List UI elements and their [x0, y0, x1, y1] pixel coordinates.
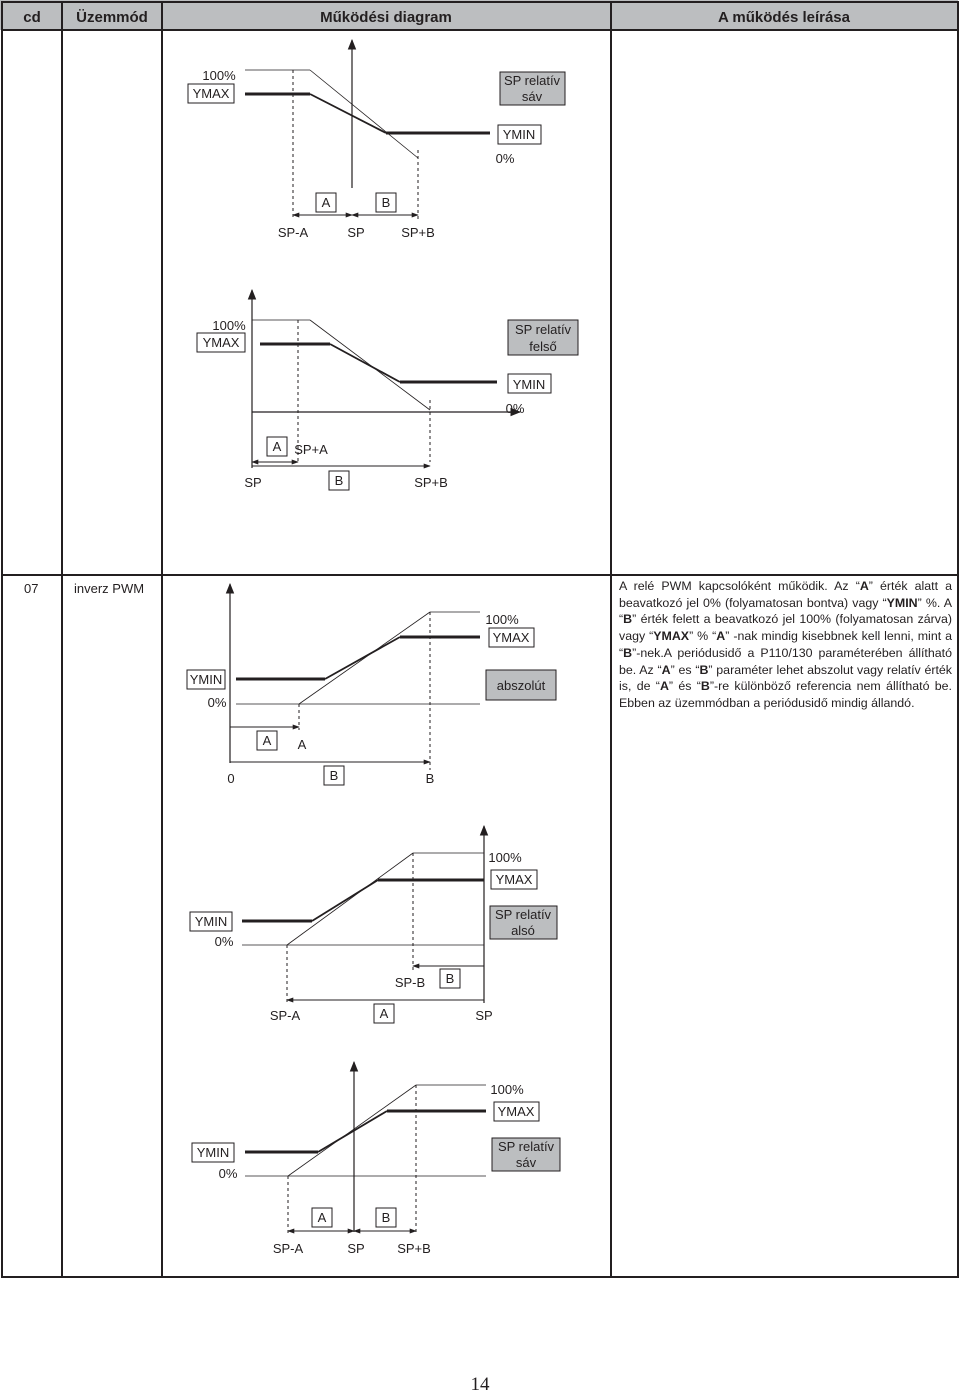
description-bold-term: A	[716, 629, 726, 644]
d3-pct100: 100%	[485, 612, 519, 627]
d5-pct0: 0%	[218, 1166, 238, 1181]
d1-sp-plus-b: SP+B	[401, 225, 435, 240]
d4-tag-line2: alsó	[511, 923, 535, 938]
d5-sp-minus-a: SP-A	[272, 1241, 304, 1256]
d1-sp-minus-a: SP-A	[277, 225, 309, 240]
d2-b: B	[334, 473, 344, 488]
d3-ymax: YMAX	[492, 630, 530, 645]
d4-tag-line1: SP relatív	[494, 907, 552, 922]
d4-sp-minus-b: SP-B	[394, 975, 426, 990]
header-description: A működés leírása	[717, 9, 851, 26]
d3-a: A	[297, 737, 307, 752]
d4-pct100: 100%	[488, 850, 522, 865]
page-number: 14	[470, 1374, 490, 1395]
d2-pct100: 100%	[212, 318, 246, 333]
header-mode: Üzemmód	[76, 9, 148, 26]
d1-pct0: 0%	[495, 151, 515, 166]
description-bold-term: B	[623, 612, 633, 627]
d3-zero: 0	[227, 771, 235, 786]
description-text-run: ” es “	[670, 662, 700, 677]
description-bold-term: A	[859, 579, 869, 593]
header-diagram: Működési diagram	[320, 9, 452, 26]
d2-a: A	[272, 439, 282, 454]
d2-ymax: YMAX	[202, 335, 240, 350]
description-text-run: ” %. A “	[619, 595, 952, 627]
d1-tag-line2: sáv	[521, 89, 543, 104]
d1-ymax: YMAX	[192, 86, 230, 101]
d2-sp-plus-b: SP+B	[414, 475, 448, 490]
d4-sp-minus-a: SP-A	[269, 1008, 301, 1023]
d4-pct0: 0%	[214, 934, 234, 949]
d1-tag-line1: SP relatív	[503, 73, 561, 88]
d2-ymin: YMIN	[512, 377, 546, 392]
row-mode: inverz PWM	[74, 581, 145, 596]
d1-ymin: YMIN	[502, 127, 536, 142]
d2-tag-line2: felső	[529, 339, 557, 354]
d5-ymin: YMIN	[196, 1145, 230, 1160]
d4-a: A	[379, 1006, 389, 1021]
d2-sp-plus-a: SP+A	[294, 442, 328, 457]
description-text-run: ” paraméter lehet abszolut vagy relatív érték is, de “	[619, 662, 953, 694]
description-bold-term: B	[699, 662, 709, 677]
d5-a: A	[317, 1210, 327, 1225]
d5-tag-line2: sáv	[515, 1155, 537, 1170]
d2-tag-line1: SP relatív	[514, 322, 572, 337]
mode-description-text	[619, 578, 952, 712]
description-bold-term: A	[661, 662, 671, 677]
d4-sp: SP	[475, 1008, 493, 1023]
description-bold-term: A	[659, 679, 669, 694]
d1-b: B	[381, 195, 391, 210]
description-text-run: ” -nak mindig kisebbnek kell lenni, mint a “	[619, 629, 953, 660]
description-text-run: ”-nek.A periódusidő a P110/130 paraméterében állítható be. Az “	[619, 645, 952, 677]
d3-b: B	[425, 771, 435, 786]
row-code: 07	[24, 581, 39, 596]
d1-pct100: 100%	[202, 68, 236, 83]
d3-ymin: YMIN	[189, 672, 223, 687]
d2-pct0: 0%	[505, 401, 525, 416]
d1-a: A	[321, 195, 331, 210]
description-bold-term: YMAX	[653, 629, 690, 644]
description-text-run: ” és “	[668, 679, 701, 694]
description-text-run: ”-re különböző referencia nem állítható be. Ebben az üzemmódban a periódusidő mindig állandó.	[619, 679, 952, 710]
description-text-run: ” érték alatt a beavatkozó jel 0% (folyamatosan bontva) vagy “	[619, 579, 953, 610]
d5-tag-line1: SP relatív	[497, 1139, 555, 1154]
description-text-run: ” érték felett a beavatkozó jel 100% (folyamatosan zárva) vagy “	[619, 612, 952, 644]
description-bold-term: YMIN	[886, 595, 918, 610]
d3-tag: abszolút	[496, 678, 546, 693]
description-bold-term: B	[700, 679, 710, 694]
description-text-run: ” % “	[689, 629, 717, 644]
d5-pct100: 100%	[490, 1082, 524, 1097]
d5-sp: SP	[347, 1241, 365, 1256]
d3-a-box: A	[262, 733, 272, 748]
header-cd: cd	[23, 9, 41, 26]
d1-sp: SP	[347, 225, 365, 240]
d3-b-box: B	[329, 768, 339, 783]
d5-ymax: YMAX	[497, 1104, 535, 1119]
d4-b: B	[445, 971, 455, 986]
d3-pct0: 0%	[207, 695, 227, 710]
d4-ymax: YMAX	[495, 872, 533, 887]
d5-b: B	[381, 1210, 391, 1225]
description-text-run: A relé PWM kapcsolóként működik. Az “	[619, 579, 860, 593]
description-bold-term: B	[623, 645, 633, 660]
d2-sp: SP	[244, 475, 262, 490]
d4-ymin: YMIN	[194, 914, 228, 929]
d5-sp-plus-b: SP+B	[397, 1241, 431, 1256]
